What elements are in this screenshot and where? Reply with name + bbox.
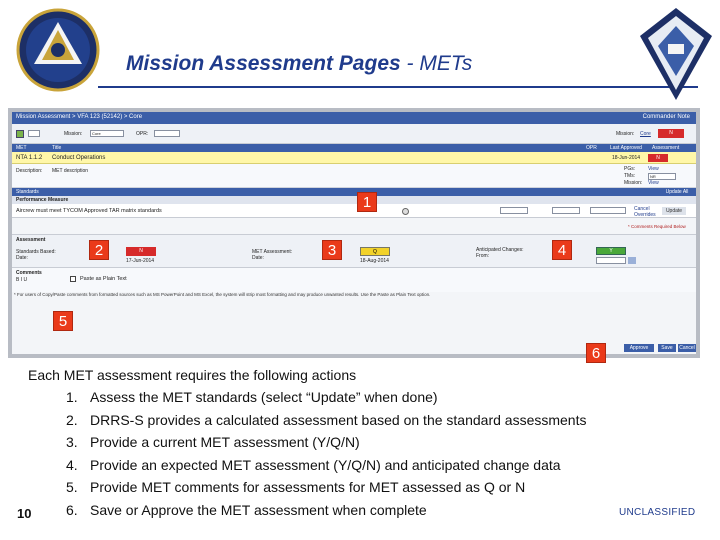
commander-note-link[interactable]: Commander Note: [642, 114, 690, 120]
plain-text-label: Paste as Plain Text: [80, 276, 127, 282]
col-last-approved: Last Approved: [610, 145, 642, 151]
standard-value-input[interactable]: [500, 207, 528, 214]
list-item: 5. Provide MET comments for assessments for MET assessed as Q or N: [66, 479, 526, 495]
standards-label: Standards: [16, 189, 39, 195]
mission-row: [12, 124, 696, 144]
met-assessment-label: MET Assessment:: [252, 249, 293, 255]
callout-5: 5: [53, 311, 73, 331]
list-item: 1. Assess the MET standards (select “Update” when done): [66, 389, 438, 405]
title-underline: [98, 86, 698, 88]
navy-emblem: [638, 6, 714, 102]
standard-row: [12, 204, 696, 218]
assessment-panel: [12, 234, 696, 268]
standards-table-header: [12, 196, 696, 204]
standards-based-date: 17-Jun-2014: [126, 258, 155, 264]
opr-select[interactable]: [154, 130, 180, 137]
approve-button[interactable]: Approve: [624, 344, 654, 352]
standard-radio[interactable]: [402, 208, 409, 215]
plain-text-checkbox[interactable]: [70, 276, 76, 282]
opr-label: OPR:: [136, 131, 149, 137]
pgs-mission-label: Mission:: [624, 180, 643, 186]
standard-limit-input[interactable]: [552, 207, 580, 214]
list-item: 3. Provide a current MET assessment (Y/Q/N): [66, 434, 360, 450]
calendar-icon[interactable]: [628, 257, 636, 264]
view-dropdown[interactable]: [28, 130, 40, 137]
pgs-view-link[interactable]: View: [648, 166, 659, 172]
select-checkbox[interactable]: [16, 130, 24, 138]
mission-select[interactable]: Core: [90, 130, 124, 137]
app-screenshot: [8, 108, 700, 358]
tm-select[interactable]: NR: [648, 173, 676, 180]
tms-label: TMs:: [624, 173, 636, 179]
steps-list: [66, 389, 586, 524]
overrides-link[interactable]: Overrides: [634, 212, 656, 218]
breadcrumb-bar: Mission Assessment > VFA 123 (52142) > Core Commander Note: [12, 112, 696, 124]
comments-panel: [12, 268, 696, 292]
mission-status-link[interactable]: Core: [640, 131, 651, 137]
standards-based-label: Standards Based:: [16, 249, 56, 255]
met-assessment-date: 18-Aug-2014: [360, 258, 389, 264]
required-note: * Comments Required Below: [628, 224, 686, 229]
met-id: NTA 1.1.2: [16, 155, 43, 161]
update-all-button[interactable]: Update All: [662, 188, 692, 196]
update-button[interactable]: Update: [662, 207, 686, 215]
met-date: 18-Jun-2014: [612, 155, 641, 161]
from-label: From:: [476, 253, 490, 259]
met-assessment-select[interactable]: Q: [360, 247, 390, 256]
met-assessment-date-label: Date:: [252, 255, 264, 261]
save-button[interactable]: Save: [658, 344, 676, 352]
assessment-date-label: Date:: [16, 255, 28, 261]
description-label: Description:: [16, 168, 43, 174]
anticipated-changes-label: Anticipated Changes:: [476, 247, 524, 253]
callout-4: 4: [552, 240, 572, 260]
callout-3: 3: [322, 240, 342, 260]
list-item: 4. Provide an expected MET assessment (Y/Q/N) and anticipated change data: [66, 456, 561, 473]
col-title: Title: [52, 145, 62, 151]
standards-bar: [12, 188, 696, 196]
standard-text: Aircrew must meet TYCOM Approved TAR matrix standards: [16, 208, 162, 214]
mission-label: Mission:: [64, 131, 83, 137]
mission-status-label: Mission:: [616, 131, 635, 137]
intro-text: Each MET assessment requires the following actions: [28, 367, 357, 383]
format-toolbar[interactable]: B I U: [16, 277, 28, 283]
met-table-header: [12, 144, 696, 152]
callout-2: 2: [89, 240, 109, 260]
anticipated-select[interactable]: Y: [596, 247, 626, 255]
comments-label: Comments: [16, 270, 42, 276]
anticipated-date-input[interactable]: [596, 257, 626, 264]
pgs-label: PGs:: [624, 166, 636, 172]
list-item: 2. DRRS-S provides a calculated assessment based on the standard assessments: [66, 411, 587, 428]
col-opr: OPR: [586, 145, 597, 151]
page-title: Mission Assessment Pages - METs: [126, 52, 473, 75]
col-assessment: Assessment: [652, 145, 680, 151]
callout-6: 6: [586, 343, 606, 363]
col-met: MET: [16, 145, 27, 151]
met-title: Conduct Operations: [52, 155, 106, 161]
page-number: 10: [17, 506, 32, 521]
cancel-link[interactable]: Cancel: [634, 206, 650, 212]
met-status-badge: N: [648, 154, 668, 162]
standards-based-badge: N: [126, 247, 156, 256]
performance-measure-header: Performance Measure: [16, 197, 69, 203]
standard-remarks-input[interactable]: [590, 207, 626, 214]
cancel-button[interactable]: Cancel: [679, 345, 695, 351]
assessment-label: Assessment: [16, 237, 46, 243]
description-value: MET description: [52, 168, 89, 174]
mission-status-badge: N: [658, 129, 684, 138]
joint-staff-seal: [4, 6, 112, 94]
callout-1: 1: [357, 192, 377, 212]
mission-view-link[interactable]: View: [648, 180, 659, 186]
description-panel: [12, 164, 696, 188]
list-item: 6. Save or Approve the MET assessment when complete: [66, 501, 427, 518]
classification-marking: UNCLASSIFIED: [619, 507, 696, 518]
paste-footnote: * For users of Copy/Paste comments from formatted sources such as MS PowerPoint and MS Excel, the system will strip most formatting and may produce unwanted results. Use the Paste as Plain Text option.: [14, 292, 431, 297]
met-row[interactable]: [12, 152, 696, 164]
